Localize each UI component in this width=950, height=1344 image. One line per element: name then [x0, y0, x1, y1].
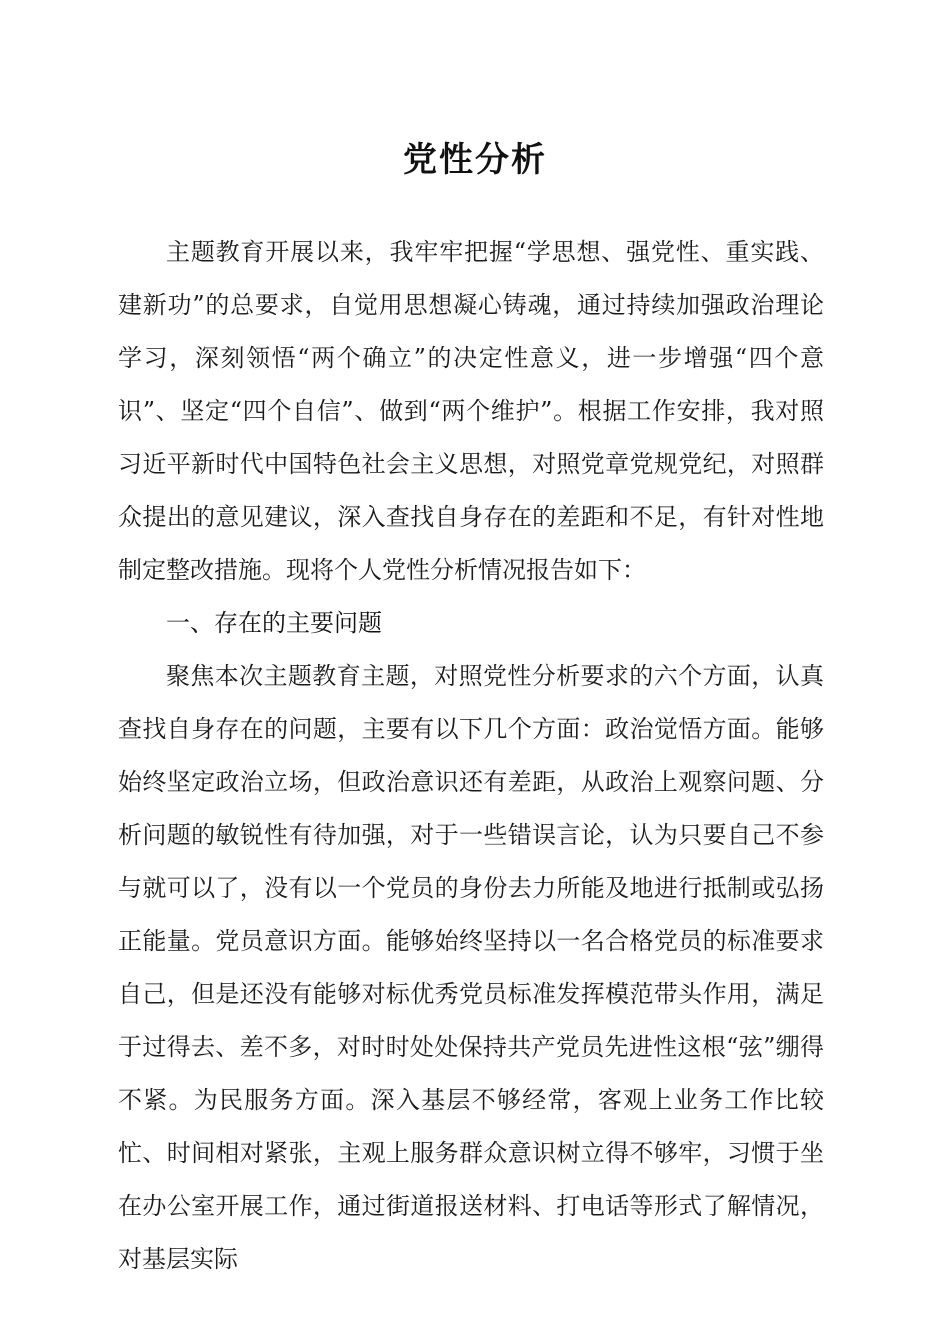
section-heading: 一、存在的主要问题 [166, 609, 382, 637]
section-paragraph: 聚焦本次主题教育主题，对照党性分析要求的六个方面，认真查找自身存在的问题，主要有以下几个方面：政治觉悟方面。能够始终坚定政治立场，但政治意识还有差距，从政治上观察问题、分析问题的敏锐性有待加强，对于一些错误言论，认为只要自己不参与就可以了，没有以一个党员的身份去力所能及地进行抵制或弘扬正能量。党员意识方面。能够始终坚持以一名合格党员的标准要求自己，但是还没有能够对标优秀党员标准发挥模范带头作用，满足于过得去、差不多，对时时处处保持共产党员先进性这根“弦”绷得不紧。为民服务方面。深入基层不够经常，客观上业务工作比较忙、时间相对紧张，主观上服务群众意识树立得不够牢，习惯于坐在办公室开展工作，通过街道报送材料、打电话等形式了解情况，对基层实际 [118, 662, 824, 1273]
intro-paragraph: 主题教育开展以来，我牢牢把握“学思想、强党性、重实践、建新功”的总要求，自觉用思想凝心铸魂，通过持续加强政治理论学习，深刻领悟“两个确立”的决定性意义，进一步增强“四个意识”、坚定“四个自信”、做到“两个维护”。根据工作安排，我对照习近平新时代中国特色社会主义思想，对照党章党规党纪，对照群众提出的意见建议，深入查找自身存在的差距和不足，有针对性地制定整改措施。现将个人党性分析情况报告如下： [118, 238, 824, 584]
document-body [118, 226, 824, 1286]
document-title: 党性分析 [403, 140, 547, 180]
